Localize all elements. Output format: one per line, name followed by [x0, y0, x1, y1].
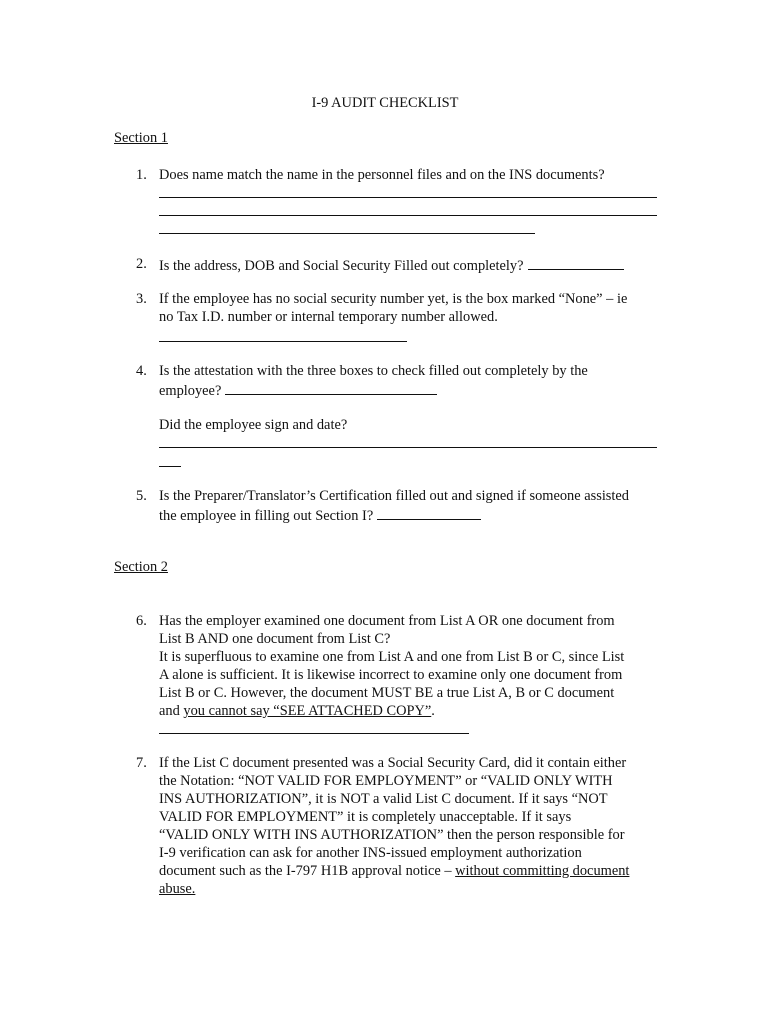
item-5-question-line-1: Is the Preparer/Translator’s Certification filled out and signed if someone assisted [159, 488, 629, 504]
item-6-line-6: and you cannot say “SEE ATTACHED COPY”. [159, 703, 435, 719]
item-1-answer-line [159, 233, 535, 234]
item-7-line-2: the Notation: “NOT VALID FOR EMPLOYMENT” or “VALID ONLY WITH [159, 773, 613, 789]
item-1-question: Does name match the name in the personnel files and on the INS documents? [159, 167, 605, 183]
item-4-sub-question: Did the employee sign and date? [159, 417, 348, 433]
item-6-line-1: Has the employer examined one document from List A OR one document from [159, 613, 615, 629]
item-4-sub-answer-line [159, 466, 181, 467]
item-6-answer-line [159, 733, 469, 734]
item-4-number: 4. [136, 363, 147, 379]
item-5-question-line-2: the employee in filling out Section I? [159, 505, 481, 525]
item-6-line-4: A alone is sufficient. It is likewise incorrect to examine only one document from [159, 667, 623, 683]
item-5-number: 5. [136, 488, 147, 504]
item-7-line-6: I-9 verification can ask for another INS-issued employment authorization [159, 845, 582, 861]
item-4-answer-line [225, 380, 437, 395]
item-2-number: 2. [136, 256, 147, 272]
item-6-number: 6. [136, 613, 147, 629]
item-4-question-line-2: employee? [159, 380, 437, 400]
item-1-answer-line [159, 197, 657, 198]
item-7-line-7: document such as the I-797 H1B approval notice – without committing document [159, 863, 630, 879]
item-7-line-1: If the List C document presented was a Social Security Card, did it contain either [159, 755, 627, 771]
item-6-line-2: List B AND one document from List C? [159, 631, 391, 647]
item-7-line-8: abuse. [159, 881, 196, 897]
item-2-answer-line [528, 255, 624, 270]
item-7-line-4: VALID FOR EMPLOYMENT” it is completely unacceptable. If it says [159, 809, 572, 825]
item-4-sub-answer-line [159, 447, 657, 448]
item-4-question-line-1: Is the attestation with the three boxes to check filled out completely by the [159, 363, 588, 379]
item-6-line-5: List B or C. However, the document MUST BE a true List A, B or C document [159, 685, 615, 701]
item-6-line-3: It is superfluous to examine one from List A and one from List B or C, since List [159, 649, 625, 665]
section-2-heading: Section 2 [114, 559, 168, 575]
item-3-question-line-2: no Tax I.D. number or internal temporary number allowed. [159, 309, 498, 325]
item-7-line-5: “VALID ONLY WITH INS AUTHORIZATION” then the person responsible for [159, 827, 625, 843]
item-3-number: 3. [136, 291, 147, 307]
page-title: I-9 AUDIT CHECKLIST [311, 95, 459, 111]
section-1-heading: Section 1 [114, 130, 168, 146]
item-5-answer-line [377, 505, 481, 520]
item-3-question-line-1: If the employee has no social security number yet, is the box marked “None” – ie [159, 291, 628, 307]
item-2-question: Is the address, DOB and Social Security Filled out completely? [159, 255, 624, 275]
item-3-answer-line [159, 341, 407, 342]
item-7-number: 7. [136, 755, 147, 771]
item-7-line-3: INS AUTHORIZATION”, it is NOT a valid List C document. If it says “NOT [159, 791, 608, 807]
item-1-number: 1. [136, 167, 147, 183]
item-1-answer-line [159, 215, 657, 216]
